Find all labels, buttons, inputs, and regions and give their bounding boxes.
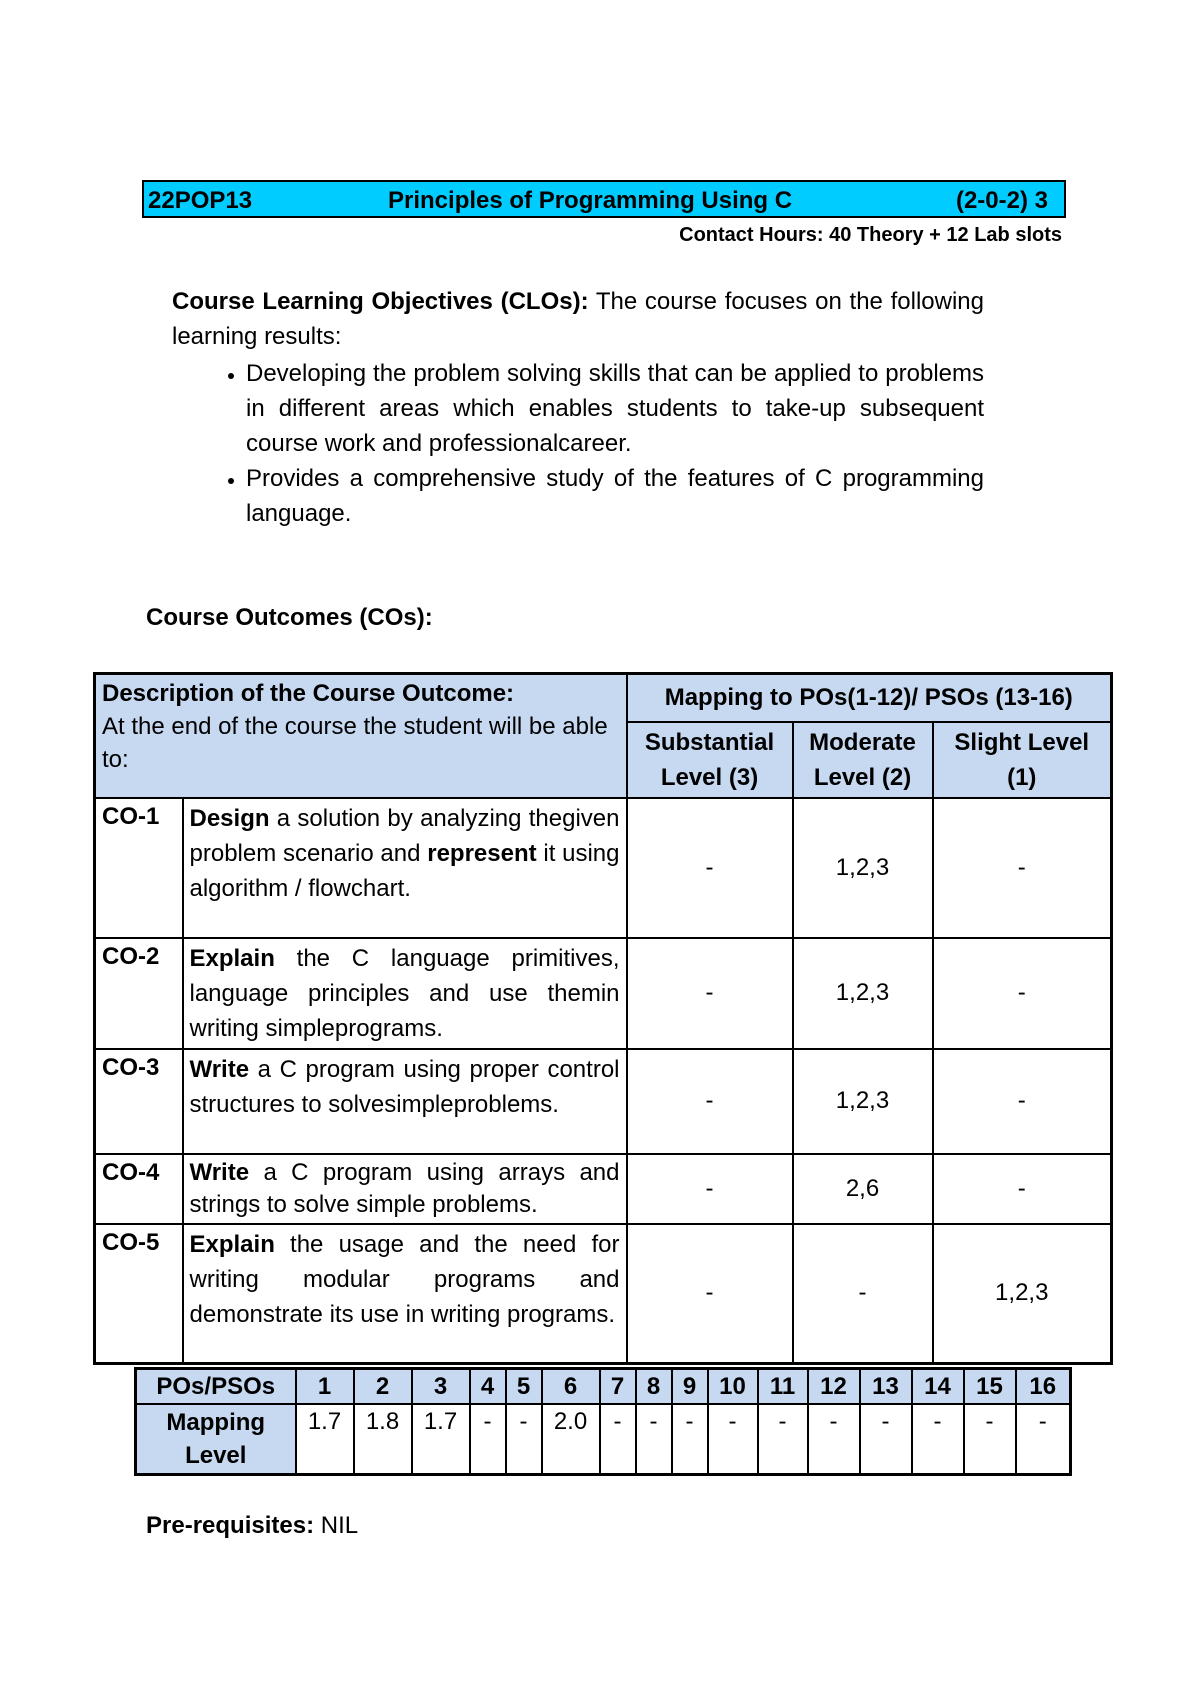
po-column: 15 [964, 1369, 1016, 1405]
table-row [95, 1154, 1112, 1224]
course-title: Principles of Programming Using C [388, 187, 793, 214]
po-value: 1.8 [354, 1404, 412, 1474]
slight-value: - [933, 798, 1112, 938]
clo-bullet: • Provides a comprehensive study of the features of C programming language. [246, 461, 984, 531]
po-value: - [964, 1404, 1016, 1474]
po-value-row [136, 1404, 1071, 1474]
slight-value: - [933, 1154, 1112, 1224]
po-value: 1.7 [296, 1404, 354, 1474]
po-mapping-table [134, 1367, 1072, 1476]
substantial-value: - [627, 1224, 793, 1364]
slight-value: - [933, 938, 1112, 1049]
level-slight-header: Slight Level (1) [933, 722, 1112, 798]
co-description: Write a C program using proper control structures to solvesimpleproblems. [183, 1049, 627, 1154]
po-value: - [1016, 1404, 1071, 1474]
po-value: - [672, 1404, 708, 1474]
po-header-row [136, 1369, 1071, 1405]
table-row [95, 1224, 1112, 1364]
substantial-value: - [627, 1049, 793, 1154]
po-column: 2 [354, 1369, 412, 1405]
moderate-value: - [793, 1224, 933, 1364]
po-column: 13 [860, 1369, 912, 1405]
course-credits: (2-0-2) 3 [955, 187, 1048, 214]
po-value: - [912, 1404, 964, 1474]
po-value: - [860, 1404, 912, 1474]
co-description: Design a solution by analyzing thegiven problem scenario and represent it using algorithm / flowchart. [183, 798, 627, 938]
co-desc-heading: Description of the Course Outcome: [102, 680, 515, 707]
clo-bullet: • Developing the problem solving skills that can be applied to problems in different areas which enables students to take-up subsequent course work and professionalcareer. [246, 356, 984, 461]
clo-heading: Course Learning Objectives (CLOs): [172, 288, 589, 315]
moderate-value: 1,2,3 [793, 938, 933, 1049]
clo-paragraph [172, 284, 984, 354]
course-header-bar [142, 180, 1066, 218]
substantial-value: - [627, 1154, 793, 1224]
contact-hours: Contact Hours: 40 Theory + 12 Lab slots [679, 224, 1062, 246]
po-column: 3 [412, 1369, 470, 1405]
mapping-level-label: Mapping Level [136, 1404, 296, 1474]
po-value: - [600, 1404, 636, 1474]
co-desc-header [95, 674, 627, 798]
slight-value: - [933, 1049, 1112, 1154]
substantial-value: - [627, 938, 793, 1049]
course-code: 22POP13 [148, 187, 253, 214]
po-column: 9 [672, 1369, 708, 1405]
po-value: - [758, 1404, 808, 1474]
table-row [95, 938, 1112, 1049]
po-column: 4 [470, 1369, 506, 1405]
prereq-value: NIL [314, 1512, 359, 1539]
co-description: Explain the C language primitives, language principles and use themin writing simpleprograms. [183, 938, 627, 1049]
po-column: 1 [296, 1369, 354, 1405]
moderate-value: 2,6 [793, 1154, 933, 1224]
clo-section [172, 284, 984, 531]
po-column: 6 [542, 1369, 600, 1405]
level-moderate-header: Moderate Level (2) [793, 722, 933, 798]
po-value: - [808, 1404, 860, 1474]
mapping-header: Mapping to POs(1-12)/ PSOs (13-16) [627, 674, 1112, 722]
po-value: 1.7 [412, 1404, 470, 1474]
po-value: - [470, 1404, 506, 1474]
po-column: 5 [506, 1369, 542, 1405]
prerequisites [146, 1512, 358, 1540]
clo-bullet-list [172, 356, 984, 531]
po-value: - [708, 1404, 758, 1474]
co-desc-sub: At the end of the course the student will be able to: [102, 713, 608, 773]
clo-intro: The course focuses on the following learning results: [172, 288, 985, 350]
co-id: CO-2 [95, 938, 183, 1049]
co-id: CO-1 [95, 798, 183, 938]
co-description: Explain the usage and the need for writing modular programs and demonstrate its use in writing programs. [183, 1224, 627, 1364]
po-value: 2.0 [542, 1404, 600, 1474]
prereq-label: Pre-requisites: [146, 1512, 315, 1539]
po-column: 16 [1016, 1369, 1071, 1405]
po-value: - [636, 1404, 672, 1474]
po-label: POs/PSOs [136, 1369, 296, 1405]
co-id: CO-5 [95, 1224, 183, 1364]
course-outcomes-table [93, 672, 1113, 1365]
po-value: - [506, 1404, 542, 1474]
level-substantial-header: Substantial Level (3) [627, 722, 793, 798]
po-column: 10 [708, 1369, 758, 1405]
moderate-value: 1,2,3 [793, 798, 933, 938]
moderate-value: 1,2,3 [793, 1049, 933, 1154]
table-row [95, 1049, 1112, 1154]
po-column: 12 [808, 1369, 860, 1405]
co-id: CO-4 [95, 1154, 183, 1224]
po-column: 7 [600, 1369, 636, 1405]
table-row [95, 798, 1112, 938]
substantial-value: - [627, 798, 793, 938]
slight-value: 1,2,3 [933, 1224, 1112, 1364]
co-id: CO-3 [95, 1049, 183, 1154]
po-column: 8 [636, 1369, 672, 1405]
po-column: 14 [912, 1369, 964, 1405]
co-heading: Course Outcomes (COs): [146, 604, 433, 631]
co-description: Write a C program using arrays and strings to solve simple problems. [183, 1154, 627, 1224]
po-column: 11 [758, 1369, 808, 1405]
